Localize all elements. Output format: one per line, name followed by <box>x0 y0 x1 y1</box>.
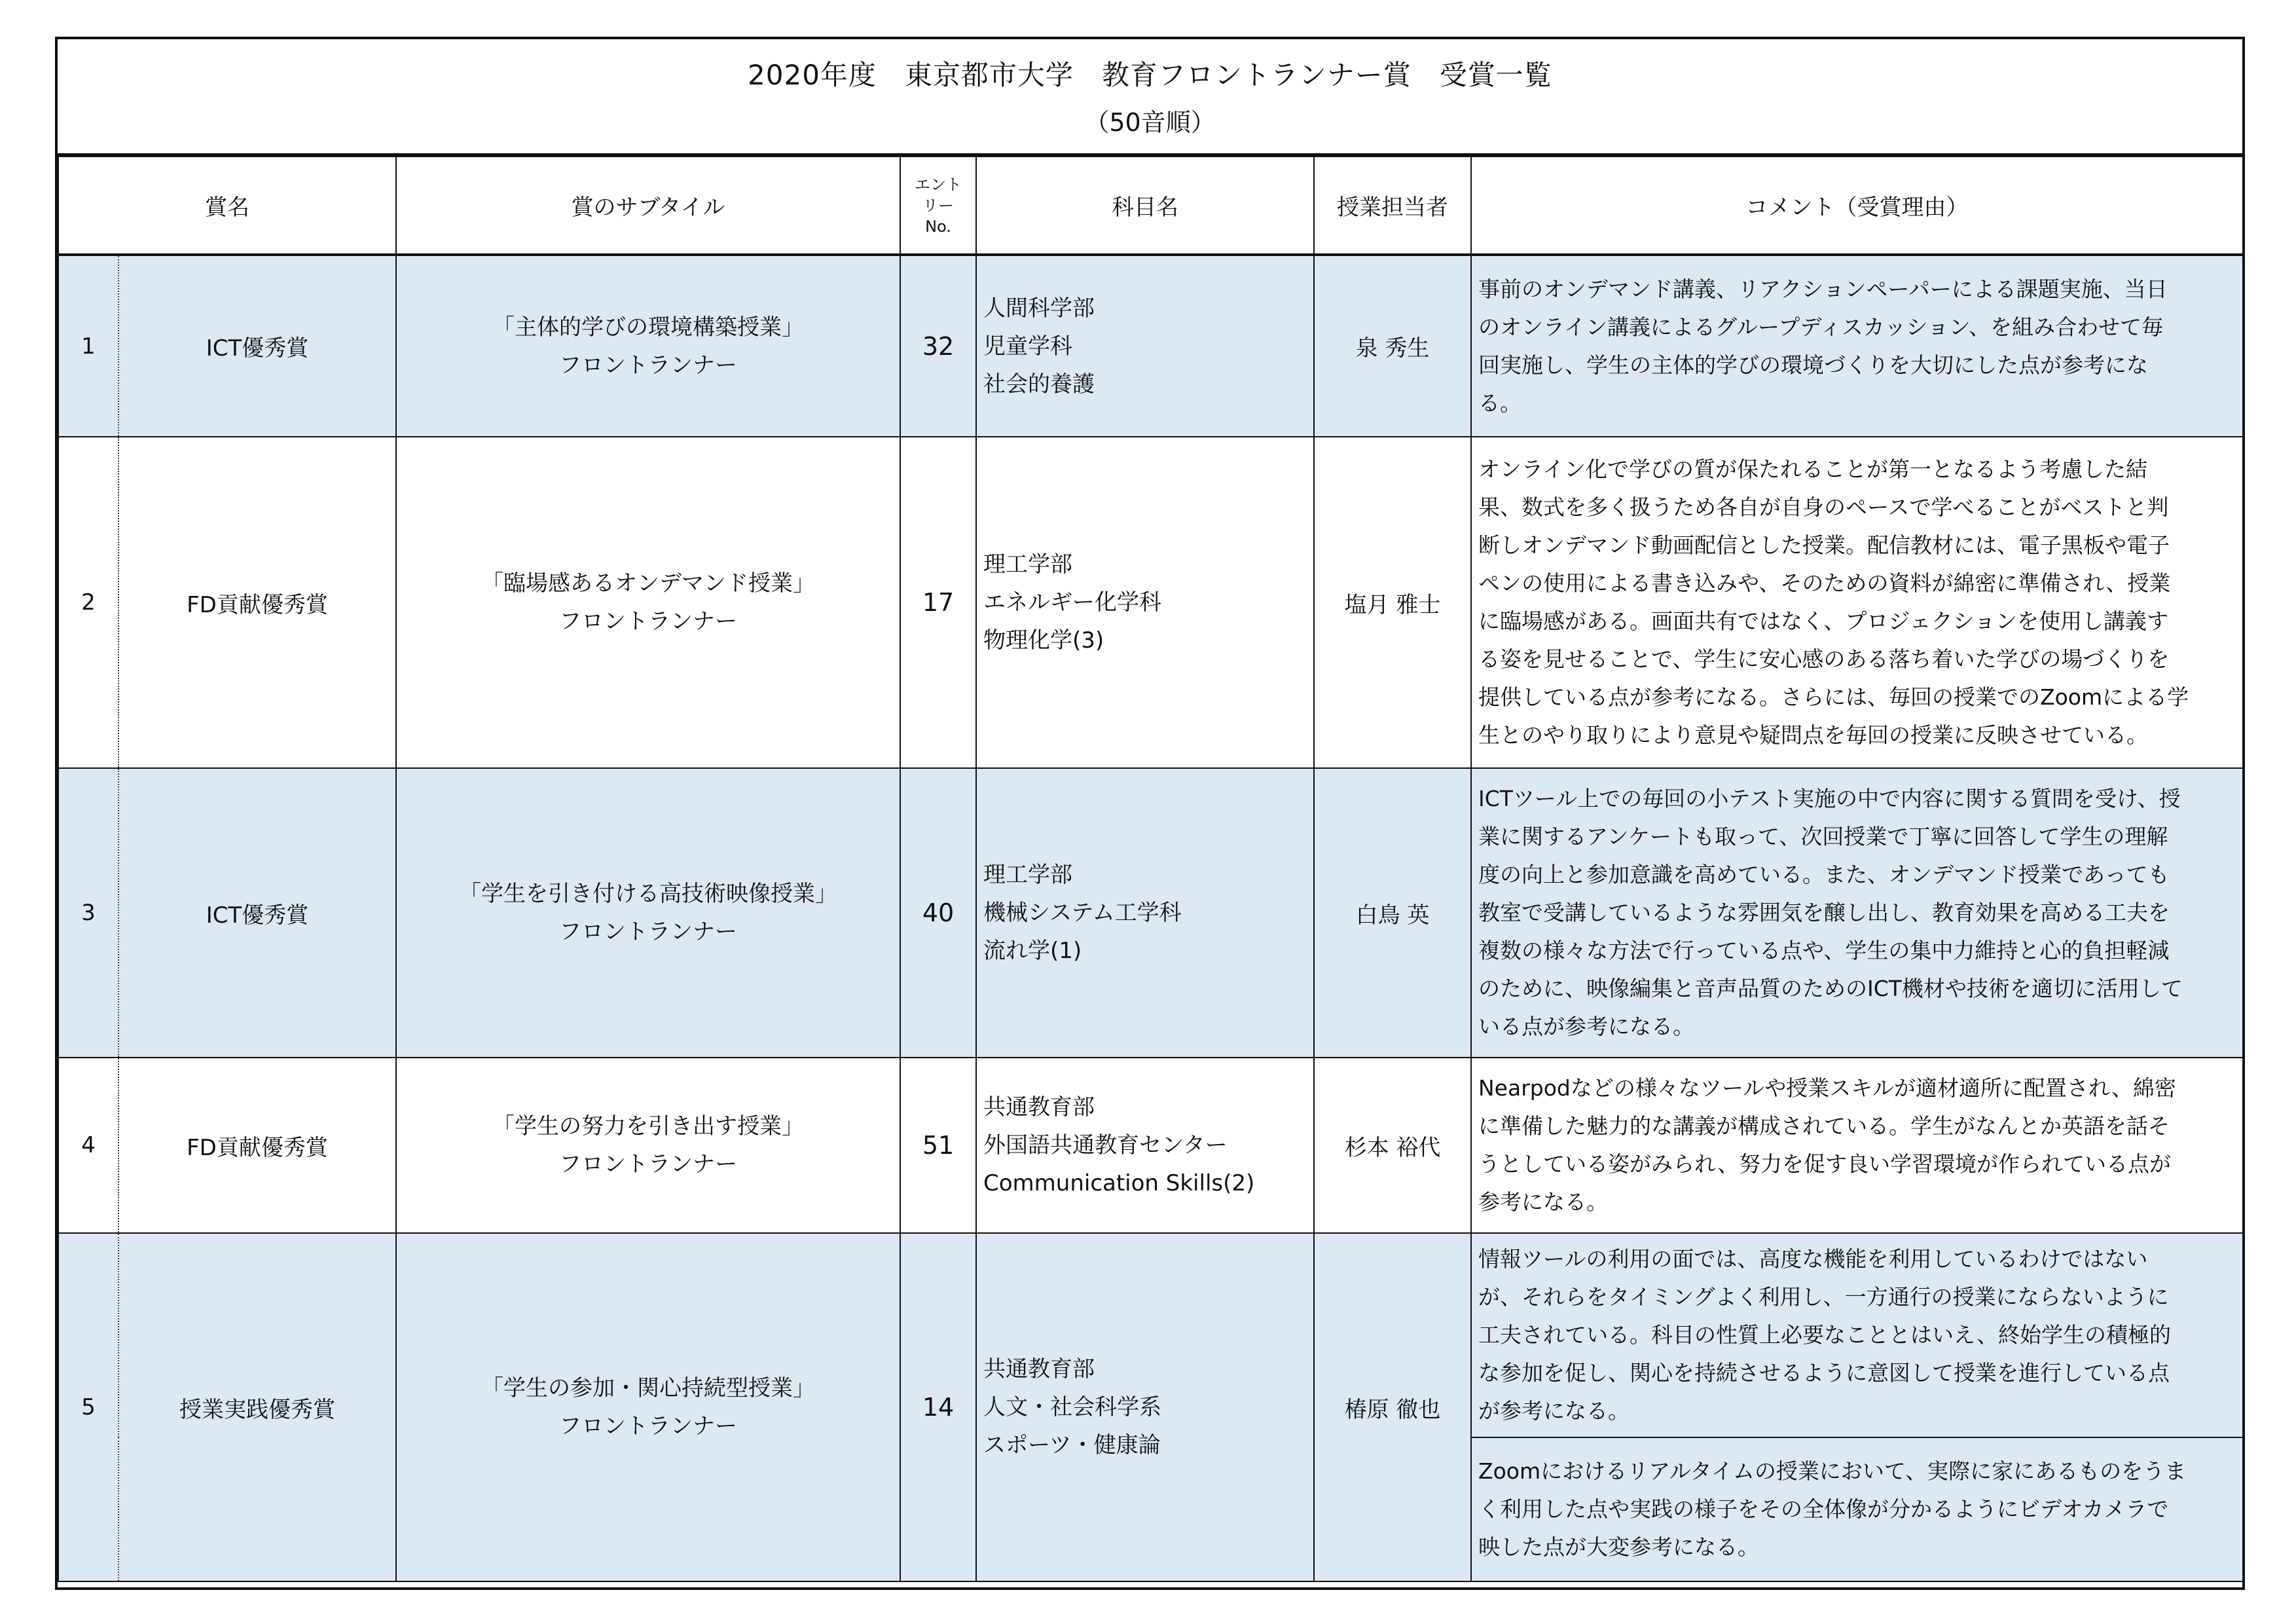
row-number: 2 <box>58 437 118 768</box>
comment-line: る。 <box>1478 390 1522 416</box>
award-subtitle-line: フロントランナー <box>559 1413 737 1439</box>
header-comment: コメント（受賞理由） <box>1471 157 2243 255</box>
comment-line: 果、数式を多く扱うため各自が自身のペースで学べることがベストと判 <box>1478 494 2169 520</box>
comment-line: が参考になる。 <box>1478 1398 1630 1424</box>
entry-number: 51 <box>900 1058 976 1233</box>
award-subtitle-line: フロントランナー <box>559 608 737 635</box>
award-name: ICT優秀賞 <box>118 768 396 1058</box>
teacher-name: 椿原 徹也 <box>1314 1233 1471 1581</box>
course-name <box>976 437 1314 768</box>
course-line: 児童学科 <box>983 333 1072 360</box>
award-subtitle <box>396 768 900 1058</box>
comment-line: が、それらをタイミングよく利用し、一方通行の授業にならないように <box>1478 1284 2169 1310</box>
course-line: 流れ学(1) <box>983 938 1082 964</box>
award-name: ICT優秀賞 <box>118 255 396 437</box>
document-title: 2020年度 東京都市大学 教育フロントランナー賞 受賞一覧 <box>748 59 1552 91</box>
teacher-name: 塩月 雅士 <box>1314 437 1471 768</box>
comment-line: に臨場感がある。画面共有ではなく、プロジェクションを使用し講義す <box>1478 608 2169 634</box>
header-row <box>58 157 2243 255</box>
comment-cell <box>1471 768 2243 1058</box>
award-subtitle <box>396 1233 900 1581</box>
row-number: 5 <box>58 1233 118 1581</box>
comment-line: 情報ツールの利用の面では、高度な機能を利用しているわけではない <box>1478 1246 2148 1272</box>
comment-line: 度の向上と参加意識を高めている。また、オンデマンド授業であっても <box>1478 862 2170 887</box>
header-course: 科目名 <box>976 157 1314 255</box>
entry-number: 14 <box>900 1233 976 1581</box>
course-line: 外国語共通教育センター <box>983 1132 1228 1158</box>
header-subtitle: 賞のサブタイル <box>396 157 900 255</box>
header-entry <box>900 157 976 255</box>
award-subtitle-line: 「臨場感あるオンデマンド授業」 <box>481 570 815 597</box>
header-teacher: 授業担当者 <box>1314 157 1471 255</box>
comment-line: 教室で受講しているような雰囲気を醸し出し、教育効果を高める工夫を <box>1478 900 2170 925</box>
course-line: 共通教育部 <box>983 1356 1095 1382</box>
course-line: 共通教育部 <box>983 1094 1095 1120</box>
entry-number: 40 <box>900 768 976 1058</box>
comment-line: Zoomにおけるリアルタイムの授業において、実際に家にあるものをうま <box>1478 1458 2187 1484</box>
award-subtitle-line: フロントランナー <box>559 919 737 945</box>
course-line: 物理化学(3) <box>983 627 1104 654</box>
comment-line: 事前のオンデマンド講義、リアクションペーパーによる課題実施、当日 <box>1478 276 2168 302</box>
award-subtitle <box>396 437 900 768</box>
course-line: 機械システム工学科 <box>983 900 1182 926</box>
award-subtitle-line: フロントランナー <box>559 1151 737 1177</box>
comment-line: 業に関するアンケートも取って、次回授業で丁寧に回答して学生の理解 <box>1478 824 2168 849</box>
award-subtitle <box>396 1058 900 1233</box>
teacher-name: 杉本 裕代 <box>1314 1058 1471 1233</box>
award-name: FD貢献優秀賞 <box>118 1058 396 1233</box>
comment-line: 生とのやり取りにより意見や疑問点を毎回の授業に反映させている。 <box>1478 722 2148 748</box>
course-line: 理工学部 <box>983 862 1072 888</box>
award-subtitle-line: 「学生を引き付ける高技術映像授業」 <box>459 881 837 907</box>
award-name: 授業実践優秀賞 <box>118 1233 396 1581</box>
row-number: 4 <box>58 1058 118 1233</box>
teacher-name: 泉 秀生 <box>1314 255 1471 437</box>
comment-cell <box>1471 1058 2243 1233</box>
entry-number: 32 <box>900 255 976 437</box>
comment-line: 工夫されている。科目の性質上必要なこととはいえ、終始学生の積極的 <box>1478 1322 2171 1348</box>
award-subtitle <box>396 255 900 437</box>
comment-line: 参考になる。 <box>1478 1189 1608 1215</box>
comment-line: く利用した点や実践の様子をその全体像が分かるようにビデオカメラで <box>1478 1496 2169 1522</box>
comment-cell <box>1471 1437 2243 1581</box>
course-line: スポーツ・健康論 <box>983 1432 1161 1458</box>
comment-line: ICTツール上での毎回の小テスト実施の中で内容に関する質問を受け、授 <box>1478 786 2181 811</box>
comment-line: 映した点が大変参考になる。 <box>1478 1534 1759 1560</box>
course-name <box>976 255 1314 437</box>
course-name <box>976 1233 1314 1581</box>
course-line: 人文・社会科学系 <box>983 1394 1161 1420</box>
document-subtitle: （50音順） <box>1084 108 1216 137</box>
comment-line: うとしている姿がみられ、努力を促す良い学習環境が作られている点が <box>1478 1151 2171 1177</box>
title-block <box>58 39 2242 156</box>
course-line: 理工学部 <box>983 551 1072 578</box>
comment-line: のオンライン講義によるグループディスカッション、を組み合わせて毎 <box>1478 314 2164 340</box>
comment-line: に準備した魅力的な講義が構成されている。学生がなんとか英語を話そ <box>1478 1113 2170 1139</box>
comment-cell <box>1471 1233 2243 1437</box>
award-sheet <box>55 37 2245 1590</box>
course-line: Communication Skills(2) <box>983 1170 1255 1196</box>
award-table <box>58 156 2244 1582</box>
table-row <box>58 1233 2243 1437</box>
award-name: FD貢献優秀賞 <box>118 437 396 768</box>
table-row <box>58 1058 2243 1233</box>
entry-number: 17 <box>900 437 976 768</box>
comment-line: る姿を見せることで、学生に安心感のある落ち着いた学びの場づくりを <box>1478 646 2170 672</box>
comment-line: 提供している点が参考になる。さらには、毎回の授業でのZoomによる学 <box>1478 684 2189 710</box>
award-subtitle-line: 「学生の参加・関心持続型授業」 <box>481 1375 815 1401</box>
row-number: 3 <box>58 768 118 1058</box>
comment-cell <box>1471 437 2243 768</box>
comment-line: いる点が参考になる。 <box>1478 1014 1694 1039</box>
table-row <box>58 437 2243 768</box>
table-row <box>58 768 2243 1058</box>
table-row <box>58 255 2243 437</box>
comment-cell <box>1471 255 2243 437</box>
row-number: 1 <box>58 255 118 437</box>
comment-line: オンライン化で学びの質が保たれることが第一となるよう考慮した結 <box>1478 456 2148 482</box>
teacher-name: 白鳥 英 <box>1314 768 1471 1058</box>
comment-line: 回実施し、学生の主体的学びの環境づくりを大切にした点が参考にな <box>1478 352 2148 378</box>
award-subtitle-line: 「主体的学びの環境構築授業」 <box>492 314 804 341</box>
award-subtitle-line: 「学生の努力を引き出す授業」 <box>492 1113 804 1139</box>
header-entry-line: エント <box>915 175 962 194</box>
course-line: エネルギー化学科 <box>983 589 1161 616</box>
header-entry-line: No. <box>925 217 951 236</box>
award-subtitle-line: フロントランナー <box>559 352 737 378</box>
course-name <box>976 768 1314 1058</box>
comment-line: ペンの使用による書き込みや、そのための資料が綿密に準備され、授業 <box>1478 570 2171 596</box>
table-body <box>58 255 2243 1581</box>
header-award: 賞名 <box>58 157 396 255</box>
comment-line: 断しオンデマンド動画配信とした授業。配信教材には、電子黒板や電子 <box>1478 532 2170 558</box>
course-line: 人間科学部 <box>983 295 1095 322</box>
course-name <box>976 1058 1314 1233</box>
comment-line: な参加を促し、関心を持続させるように意図して授業を進行している点 <box>1478 1360 2170 1386</box>
course-line: 社会的養護 <box>983 371 1095 397</box>
header-entry-line: リー <box>922 196 954 215</box>
comment-line: 複数の様々な方法で行っている点や、学生の集中力維持と心的負担軽減 <box>1478 938 2170 963</box>
comment-line: Nearpodなどの様々なツールや授業スキルが適材適所に配置され、綿密 <box>1478 1075 2176 1101</box>
comment-line: のために、映像編集と音声品質のためのICT機材や技術を適切に活用して <box>1478 976 2183 1001</box>
